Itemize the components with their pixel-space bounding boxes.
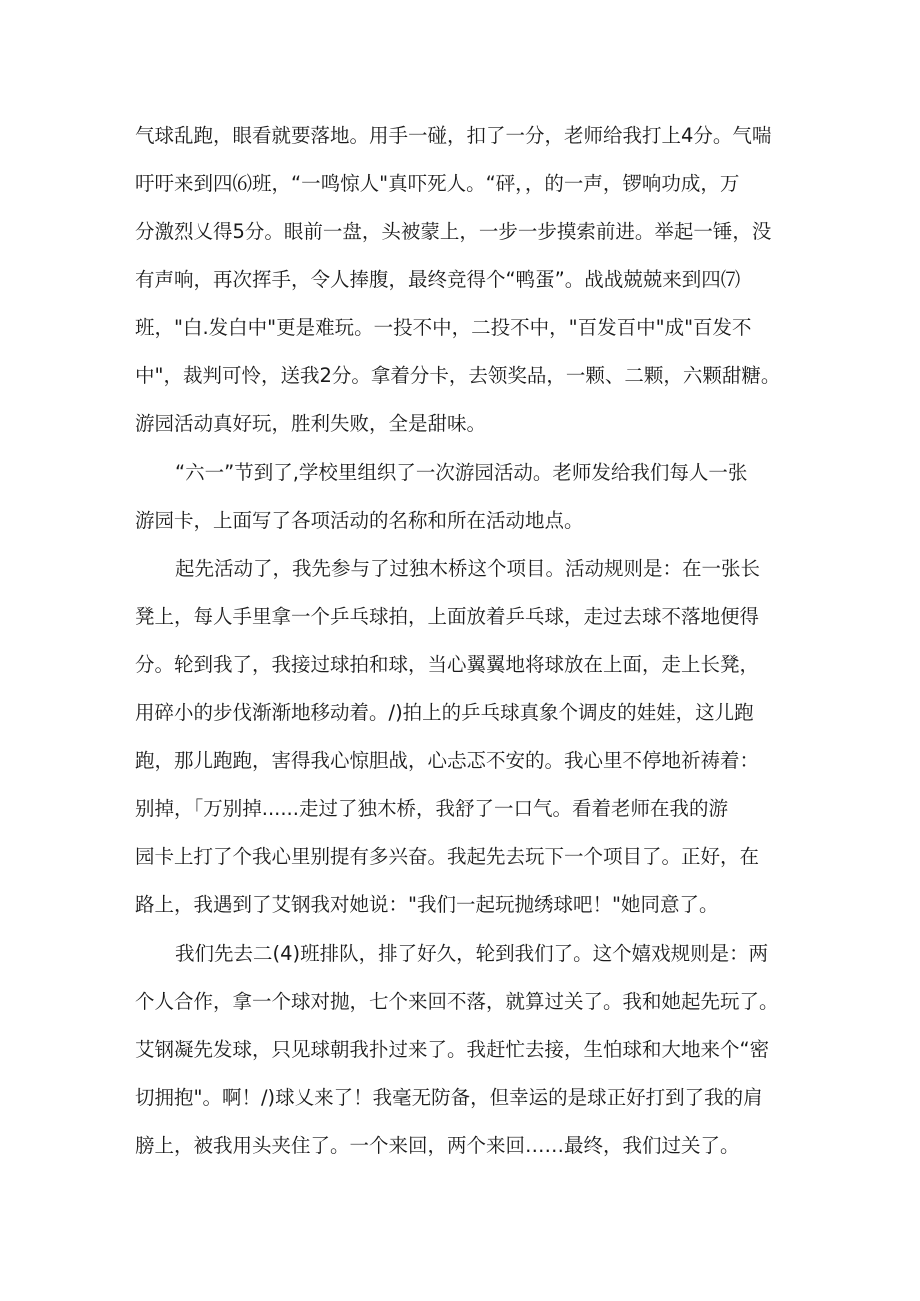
paragraph-line: 别掉，「万别掉......走过了独木桥，我舒了一口气。看着老师在我的游: [135, 797, 728, 820]
paragraph-line: 中"，裁判可怜，送我2分。拿着分卡，去领奖品，一颗、二颗，六颗甜糖。: [135, 364, 781, 387]
paragraph-line: 路上，我遇到了艾钢我对她说："我们一起玩抛绣球吧！"她同意了。: [135, 893, 719, 916]
paragraph-line: 我们先去二(4)班排队，排了好久，轮到我们了。这个嬉戏规则是：两: [175, 942, 769, 965]
paragraph-line: 跑，那儿跑跑，害得我心惊胆战，心忐忑不安的。我心里不停地祈祷着：: [135, 749, 760, 772]
paragraph-4: [135, 930, 795, 1170]
paragraph-line: 起先活动了，我先参与了过独木桥这个项目。活动规则是：在一张长: [175, 557, 761, 580]
paragraph-line: 膀上，被我用头夹住了。一个来回，两个来回……最终，我们过关了。: [135, 1134, 740, 1157]
paragraph-line: 分激烈乂得5分。眼前一盘，头被蒙上，一步一步摸索前进。举起一锤，没: [135, 220, 772, 243]
paragraph-2: [135, 449, 795, 545]
paragraph-line: 游园活动真好玩，胜利失败，全是甜味。: [135, 412, 487, 435]
paragraph-line: 凳上，每人手里拿一个乒乓球拍，上面放着乒乓球，走过去球不落地便得: [135, 605, 760, 628]
paragraph-line: 游园卡，上面写了各项活动的名称和所在活动地点。: [135, 509, 584, 532]
paragraph-line: 吁吁来到四⑹班，“一鸣惊人"真吓死人。“砰，，的一声，锣响功成，万: [135, 172, 740, 195]
paragraph-line: 个人合作，拿一个球对抛，七个来回不落，就算过关了。我和她起先玩了。: [135, 990, 779, 1013]
paragraph-line: 切拥抱"。啊！/)球乂来了！我毫无防备，但幸运的是球正好打到了我的肩: [135, 1086, 763, 1109]
paragraph-line: 分。轮到我了，我接过球拍和球，当心翼翼地将球放在上面，走上长凳，: [135, 653, 760, 676]
paragraph-line: 用碎小的步伐渐渐地移动着。/)拍上的乒乓球真象个调皮的娃娃，这儿跑: [135, 701, 754, 724]
paragraph-line: 园卡上打了个我心里别提有多兴奋。我起先去玩下一个项目了。正好，在: [135, 845, 760, 868]
paragraph-line: 艾钢凝先发球，只见球朝我扑过来了。我赶忙去接，生怕球和大地来个“密: [135, 1038, 770, 1061]
paragraph-1: [135, 112, 795, 448]
paragraph-line: 有声响，再次挥手，令人捧腹，最终竞得个“鸭蛋”。战战兢兢来到四⑺: [135, 268, 741, 291]
paragraph-line: 班，"白.发白中"更是难玩。一投不中，二投不中，"百发百中"成"百发不: [135, 316, 752, 339]
paragraph-line: “六一”节到了,学校里组织了一次游园活动。老师发给我们每人一张: [175, 461, 748, 484]
paragraph-3: [135, 545, 795, 929]
paragraph-line: 气球乱跑，眼看就要落地。用手一碰，扣了一分，老师给我打上4分。气喘: [135, 124, 772, 147]
